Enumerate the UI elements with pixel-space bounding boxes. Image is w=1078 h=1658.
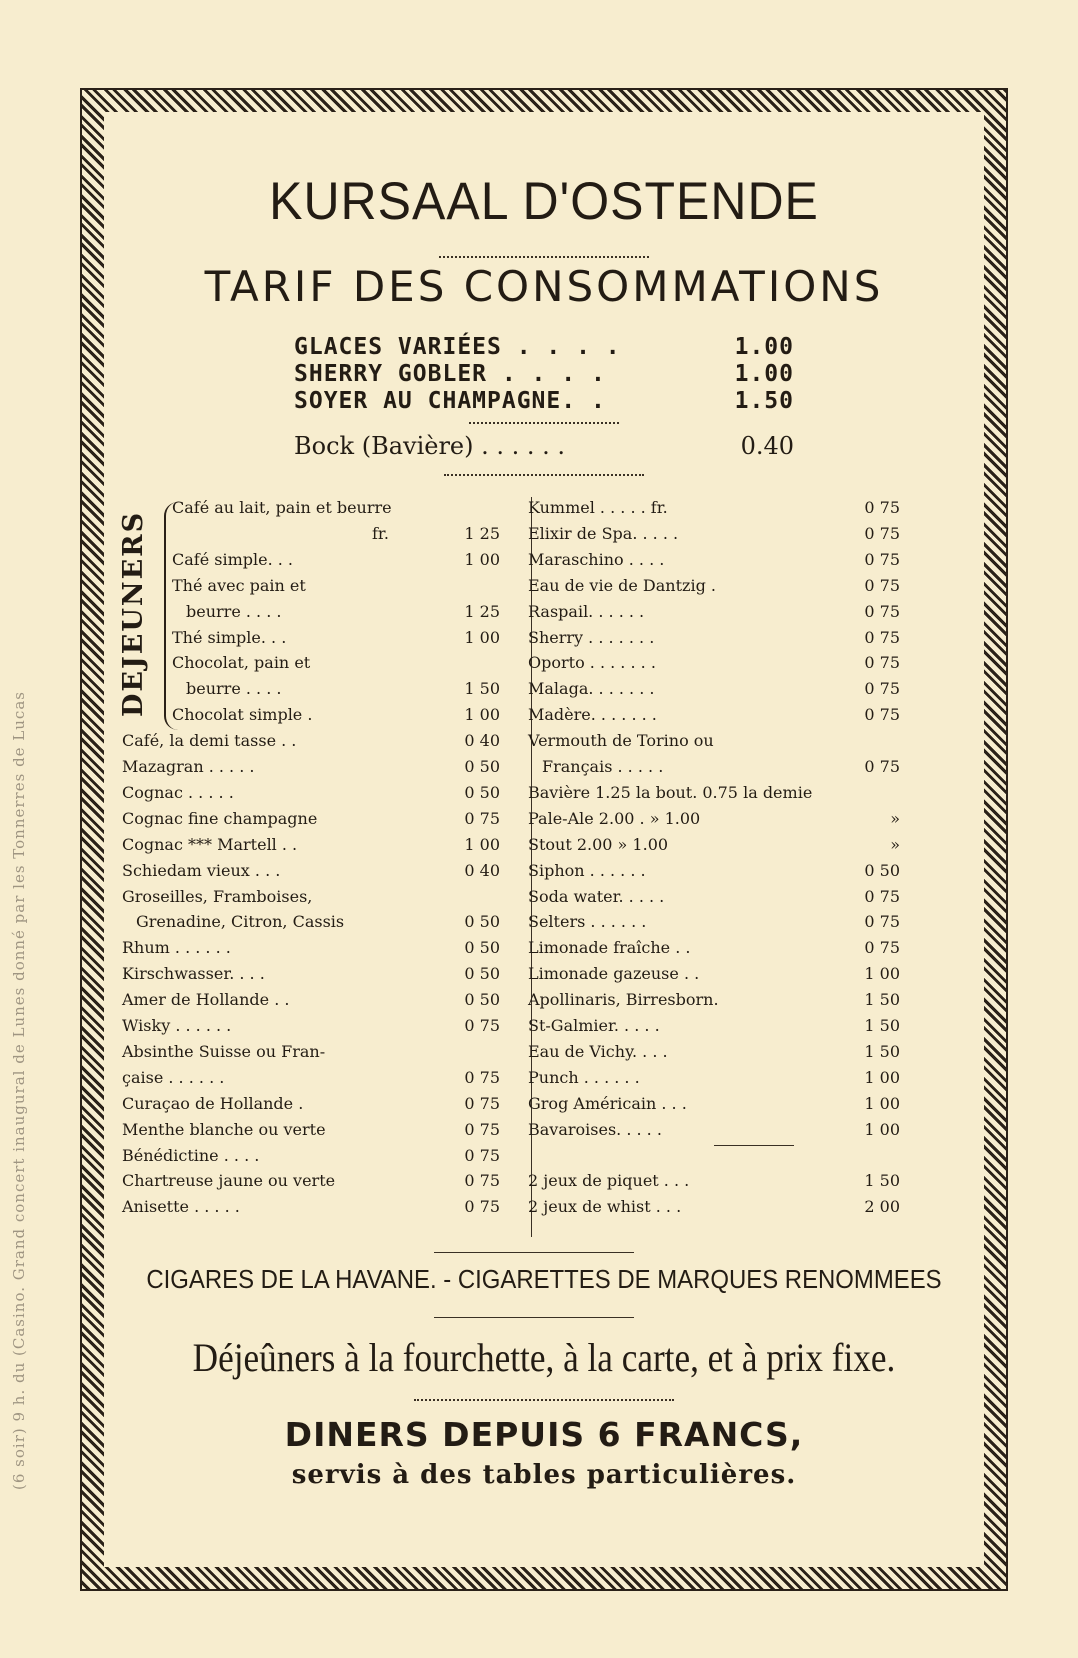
menu-item-label: Pale-Ale 2.00 . » 1.00 (528, 808, 701, 828)
menu-item-price: 1 00 (464, 834, 500, 854)
menu-item-price: 1 00 (464, 705, 500, 725)
specials-divider (469, 420, 619, 424)
menu-item-label: Menthe blanche ou verte (122, 1119, 326, 1139)
menu-item-price: 0 50 (464, 938, 500, 958)
menu-item-price (444, 572, 500, 599)
menu-item-label: Thé avec pain et (172, 575, 306, 595)
menu-item-price: 0 75 (864, 886, 900, 906)
menu-item-price: » (890, 808, 900, 828)
menu-item-label: Bénédictine . . . . (122, 1145, 260, 1165)
menu-item-label: Café simple. . . (172, 549, 294, 569)
menu-item-label: St-Galmier. . . . . (528, 1016, 660, 1035)
menu-item-label: Thé simple. . . (172, 627, 287, 647)
menu-item-label: Kummel . . . . . fr. (528, 498, 668, 517)
side-annotation: (6 soir) 9 h. du (Casino. Grand concert inaugural de Lunes donné par les Tonnerres de Lucas (10, 691, 28, 1490)
menu-item-price: 1 25 (464, 523, 500, 543)
menu-item-label: Punch . . . . . . (528, 1067, 640, 1087)
diners-line: DINERS DEPUIS 6 FRANCS, (284, 1415, 804, 1454)
cigares-top-rule (434, 1252, 634, 1253)
special-item (294, 388, 794, 415)
menu-item-price (844, 1142, 900, 1169)
menu-item-label: beurre . . . . (186, 601, 282, 621)
menu-item-price: 0 75 (864, 679, 900, 699)
menu-item-label: Eau de Vichy. . . . (528, 1041, 668, 1061)
menu-item-price: 0 40 (464, 860, 500, 880)
menu-item-price: 0 75 (864, 938, 900, 958)
menu-item-price (444, 883, 500, 910)
bock-row (294, 432, 794, 460)
menu-item-price: 0 75 (864, 705, 900, 725)
menu-item-price: 0 75 (464, 1016, 500, 1035)
menu-item-label: Kirschwasser. . . . (122, 964, 265, 984)
menu-item-label: Cognac . . . . . (122, 782, 234, 802)
page-title: KURSAAL D'OSTENDE (269, 171, 819, 231)
menu-item-label: Limonade gazeuse . . (528, 964, 700, 984)
menu-item-price: 0 75 (464, 1171, 500, 1191)
menu-item-price: 0 75 (464, 1119, 500, 1139)
dejeuners-brace (164, 502, 180, 730)
menu-item-label: Curaçao de Hollande . (122, 1093, 304, 1113)
menu-item-label: Sherry . . . . . . . (528, 627, 655, 647)
menu-item-label: Rhum . . . . . . (122, 938, 231, 958)
menu-item-label: Raspail. . . . . . (528, 601, 645, 621)
menu-item-price: 0 75 (864, 498, 900, 517)
menu-item-price: 0 50 (464, 782, 500, 802)
special-price: 1.00 (734, 361, 794, 387)
menu-item-label: Cognac *** Martell . . (122, 834, 298, 854)
menu-item-price: 0 50 (464, 912, 500, 932)
bock-price: 0.40 (740, 432, 794, 460)
menu-item-label: Siphon . . . . . . (528, 860, 646, 880)
menu-item-price: » (890, 834, 900, 854)
menu-item-price: 0 75 (464, 808, 500, 828)
menu-item-label: 2 jeux de piquet . . . (528, 1171, 690, 1191)
dejeuners-divider (414, 1397, 674, 1401)
menu-item-label: Grog Américain . . . (528, 1093, 687, 1113)
menu-item-price: 0 50 (464, 964, 500, 984)
menu-item-price: 1 00 (864, 1067, 900, 1087)
menu-item-price: 0 75 (864, 601, 900, 621)
menu-item-label: Bavaroises. . . . . (528, 1119, 662, 1139)
menu-item-label: Wisky . . . . . . (122, 1016, 232, 1035)
title-divider (439, 254, 649, 258)
menu-item-price: 0 75 (864, 653, 900, 673)
menu-item-label: Chartreuse jaune ou verte (122, 1171, 336, 1191)
menu-item-price: 1 00 (464, 549, 500, 569)
menu-item-price: 0 75 (464, 1197, 500, 1217)
menu-item-label: çaise . . . . . . (122, 1067, 225, 1087)
menu-item-price: 0 75 (864, 523, 900, 543)
menu-item-label: 2 jeux de whist . . . (528, 1197, 682, 1217)
specials-list (294, 334, 794, 415)
menu-item-label: Schiedam vieux . . . (122, 860, 281, 880)
special-item (294, 334, 794, 361)
menu-item-price (444, 494, 500, 521)
menu-item-label: Chocolat, pain et (172, 653, 311, 673)
special-label: SHERRY GOBLER . . . . (294, 361, 606, 387)
menu-item-price: 1 50 (864, 990, 900, 1010)
menu-item-label: Café au lait, pain et beurre (172, 498, 392, 517)
bock-divider (444, 472, 644, 476)
special-label: GLACES VARIÉES . . . . (294, 334, 621, 360)
menu-item-label: Grenadine, Citron, Cassis (136, 912, 345, 932)
menu-item-price: 1 50 (864, 1016, 900, 1035)
menu-item-label: Français . . . . . (542, 757, 664, 776)
dejeuners-label: DEJEUNERS (118, 510, 149, 718)
dejeuners-line: Déjeûners à la fourchette, à la carte, et à prix fixe. (192, 1335, 896, 1380)
menu-item-price (844, 727, 900, 754)
menu-item-price: 0 75 (464, 1067, 500, 1087)
menu-item-label: Cognac fine champagne (122, 808, 318, 828)
menu-item-label: Apollinaris, Birresborn. (528, 990, 719, 1010)
special-price: 1.50 (734, 388, 794, 414)
menu-item-price: 1 50 (864, 1171, 900, 1191)
menu-item-label: Bavière 1.25 la bout. 0.75 la demie (528, 782, 813, 802)
tariff-heading: TARIF DES CONSOMMATIONS (204, 262, 884, 311)
menu-item-label: Anisette . . . . . (122, 1197, 240, 1217)
menu-item-label: fr. (372, 523, 389, 543)
menu-item-price: 0 75 (864, 912, 900, 932)
cigares-line: CIGARES DE LA HAVANE. - CIGARETTES DE MARQUES RENOMMEES (146, 1264, 942, 1294)
menu-item-price (444, 1038, 500, 1065)
menu-item-label: Stout 2.00 » 1.00 (528, 834, 669, 854)
menu-item-price (444, 649, 500, 676)
menu-item-label: Selters . . . . . . (528, 912, 647, 932)
menu-item-price: 1 50 (464, 679, 500, 699)
special-label: SOYER AU CHAMPAGNE. . (294, 388, 606, 414)
servis-line: servis à des tables particulières. (291, 1460, 797, 1490)
menu-item-label: beurre . . . . (186, 679, 282, 699)
menu-item-price: 0 75 (464, 1145, 500, 1165)
games-divider (714, 1145, 794, 1146)
menu-content (104, 112, 984, 1567)
menu-item-label: Mazagran . . . . . (122, 757, 255, 776)
menu-item-price: 0 50 (464, 757, 500, 776)
menu-item-price: 0 50 (864, 860, 900, 880)
cigares-bottom-rule (434, 1317, 634, 1318)
menu-item-price: 1 00 (464, 627, 500, 647)
menu-item-price: 0 40 (464, 731, 500, 751)
menu-item-price: 1 00 (864, 964, 900, 984)
menu-item-price: 0 75 (864, 575, 900, 595)
menu-item-label: Vermouth de Torino ou (528, 731, 714, 751)
menu-item-label: Absinthe Suisse ou Fran- (122, 1041, 326, 1061)
menu-item-label: Amer de Hollande . . (122, 990, 290, 1010)
menu-item-price: 0 75 (864, 549, 900, 569)
menu-item-label: Madère. . . . . . . (528, 705, 657, 725)
menu-item-label: Maraschino . . . . (528, 549, 665, 569)
menu-item-price: 1 25 (464, 601, 500, 621)
menu-item-price: 0 75 (864, 757, 900, 776)
menu-item-label: Oporto . . . . . . . (528, 653, 656, 673)
menu-item-label: Chocolat simple . (172, 705, 313, 725)
menu-item-label: Groseilles, Framboises, (122, 886, 313, 906)
ornamental-border (80, 88, 1008, 1591)
menu-item-label: Limonade fraîche . . (528, 938, 691, 958)
menu-item-price (844, 779, 900, 806)
bock-label: Bock (Bavière) . . . . . . (294, 432, 566, 460)
menu-item-price: 0 50 (464, 990, 500, 1010)
menu-item-price: 1 50 (864, 1041, 900, 1061)
menu-item-price: 1 00 (864, 1119, 900, 1139)
menu-item-label: Soda water. . . . . (528, 886, 665, 906)
menu-item-label: Elixir de Spa. . . . . (528, 523, 679, 543)
special-item (294, 361, 794, 388)
menu-item-label: Café, la demi tasse . . (122, 731, 297, 751)
menu-item-price: 0 75 (864, 627, 900, 647)
menu-item-price: 1 00 (864, 1093, 900, 1113)
special-price: 1.00 (734, 334, 794, 360)
menu-item-price: 0 75 (464, 1093, 500, 1113)
menu-item-price: 2 00 (864, 1197, 900, 1217)
menu-item-label: Malaga. . . . . . . (528, 679, 655, 699)
menu-item-label: Eau de vie de Dantzig . (528, 575, 716, 595)
